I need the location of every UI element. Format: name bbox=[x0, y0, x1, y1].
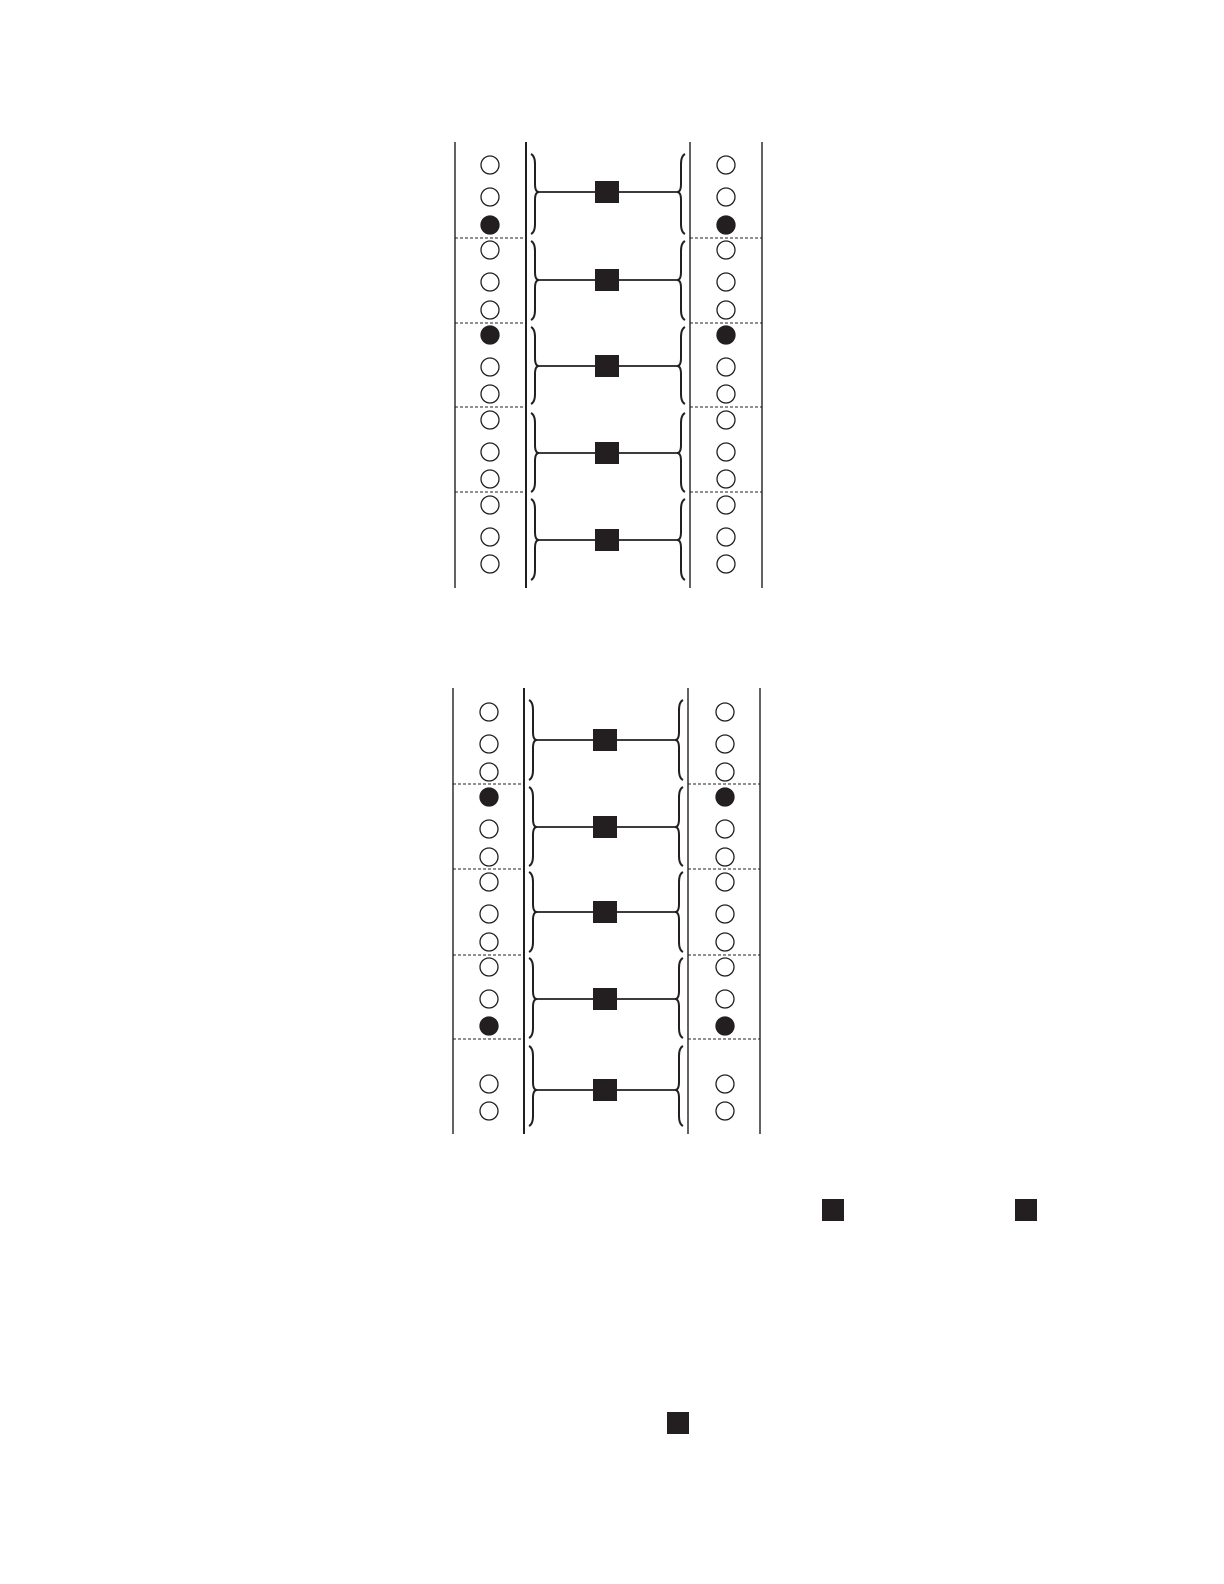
left-brace bbox=[531, 499, 539, 580]
right-brace bbox=[677, 413, 685, 492]
left-hole bbox=[481, 241, 499, 259]
right-hole bbox=[716, 703, 734, 721]
left-brace bbox=[529, 1046, 537, 1126]
left-brace bbox=[529, 787, 537, 866]
rung-square bbox=[593, 1079, 617, 1101]
right-brace bbox=[675, 700, 683, 780]
left-hole bbox=[480, 873, 498, 891]
right-hole bbox=[716, 1075, 734, 1093]
right-hole bbox=[717, 358, 735, 376]
left-hole bbox=[480, 1075, 498, 1093]
right-hole bbox=[717, 301, 735, 319]
left-brace bbox=[531, 327, 539, 404]
rung-square bbox=[593, 901, 617, 923]
right-hole bbox=[717, 528, 735, 546]
left-brace bbox=[531, 413, 539, 492]
rung-square bbox=[595, 181, 619, 203]
rung-square bbox=[595, 442, 619, 464]
left-hole bbox=[481, 411, 499, 429]
left-hole-filled bbox=[480, 1017, 498, 1035]
right-brace bbox=[677, 154, 685, 234]
right-hole bbox=[716, 1102, 734, 1120]
left-brace bbox=[531, 154, 539, 234]
left-hole-filled bbox=[480, 788, 498, 806]
marker-square bbox=[667, 1412, 689, 1434]
right-hole-filled bbox=[717, 326, 735, 344]
rung-square bbox=[595, 355, 619, 377]
right-hole bbox=[717, 496, 735, 514]
right-hole bbox=[717, 273, 735, 291]
right-brace bbox=[675, 958, 683, 1038]
rung-square bbox=[593, 988, 617, 1010]
right-brace bbox=[677, 499, 685, 580]
left-hole-filled bbox=[481, 326, 499, 344]
left-hole bbox=[480, 703, 498, 721]
marker-square bbox=[822, 1199, 844, 1221]
left-brace bbox=[529, 872, 537, 952]
left-hole bbox=[480, 905, 498, 923]
right-hole bbox=[717, 188, 735, 206]
left-hole bbox=[480, 990, 498, 1008]
marker-squares bbox=[667, 1199, 1037, 1434]
right-brace bbox=[675, 1046, 683, 1126]
right-hole bbox=[717, 156, 735, 174]
right-hole bbox=[717, 470, 735, 488]
left-hole bbox=[480, 735, 498, 753]
rung-square bbox=[593, 729, 617, 751]
right-hole bbox=[716, 820, 734, 838]
rung-square bbox=[595, 529, 619, 551]
right-brace bbox=[677, 327, 685, 404]
right-hole bbox=[716, 905, 734, 923]
rung-square bbox=[593, 816, 617, 838]
left-hole bbox=[481, 496, 499, 514]
right-hole-filled bbox=[717, 216, 735, 234]
left-hole bbox=[480, 820, 498, 838]
marker-square bbox=[1015, 1199, 1037, 1221]
right-hole bbox=[716, 990, 734, 1008]
left-hole bbox=[481, 188, 499, 206]
right-hole bbox=[717, 411, 735, 429]
left-hole bbox=[481, 273, 499, 291]
upper-diagram bbox=[455, 142, 762, 588]
left-brace bbox=[529, 700, 537, 780]
left-hole bbox=[481, 443, 499, 461]
left-hole bbox=[481, 555, 499, 573]
rung-square bbox=[595, 269, 619, 291]
lower-diagram bbox=[453, 688, 760, 1134]
left-hole bbox=[480, 958, 498, 976]
right-brace bbox=[675, 872, 683, 952]
right-brace bbox=[675, 787, 683, 866]
right-hole bbox=[716, 735, 734, 753]
left-hole bbox=[480, 763, 498, 781]
right-hole bbox=[717, 555, 735, 573]
right-hole-filled bbox=[716, 788, 734, 806]
left-hole bbox=[480, 933, 498, 951]
right-hole bbox=[716, 763, 734, 781]
left-hole bbox=[481, 156, 499, 174]
left-hole bbox=[481, 358, 499, 376]
right-hole bbox=[717, 241, 735, 259]
right-hole bbox=[716, 848, 734, 866]
right-hole bbox=[717, 443, 735, 461]
left-brace bbox=[531, 241, 539, 320]
right-hole bbox=[716, 933, 734, 951]
right-hole bbox=[717, 385, 735, 403]
left-brace bbox=[529, 958, 537, 1038]
left-hole bbox=[481, 470, 499, 488]
left-hole-filled bbox=[481, 216, 499, 234]
right-brace bbox=[677, 241, 685, 320]
right-hole-filled bbox=[716, 1017, 734, 1035]
right-hole bbox=[716, 873, 734, 891]
right-hole bbox=[716, 958, 734, 976]
left-hole bbox=[480, 848, 498, 866]
left-hole bbox=[481, 301, 499, 319]
left-hole bbox=[481, 385, 499, 403]
left-hole bbox=[481, 528, 499, 546]
left-hole bbox=[480, 1102, 498, 1120]
